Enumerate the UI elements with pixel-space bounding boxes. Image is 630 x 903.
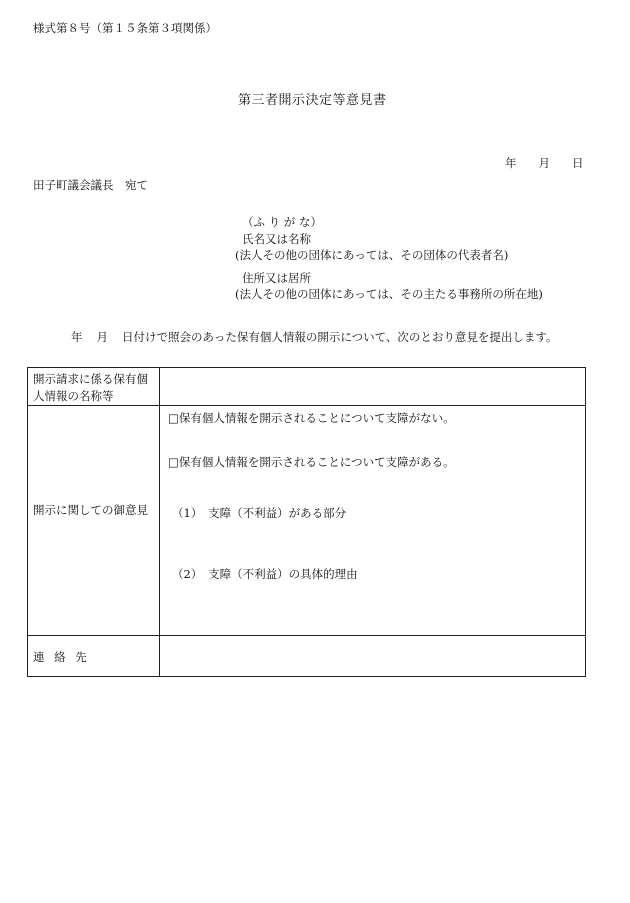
date-month-label: 月 (538, 156, 550, 170)
address-label: 住所又は居所 (242, 271, 311, 285)
opinion-label: 開示に関しての御意見 (28, 406, 160, 636)
opinion-field[interactable] (160, 406, 585, 636)
furigana-label: （ふ り が な） (242, 215, 322, 229)
checkbox-no-issue[interactable]: □保有個人情報を開示されることについて支障がない。 (168, 411, 455, 425)
name-label: 氏名又は名称 (242, 232, 311, 246)
table-row-info-name (28, 368, 585, 405)
date-year-label: 年 (505, 156, 517, 170)
statement-year: 年 (71, 330, 83, 344)
statement-line (71, 329, 558, 345)
document-title: 第三者開示決定等意見書 (238, 93, 387, 108)
date-day-label: 日 (572, 156, 584, 170)
statement-month: 月 (96, 330, 108, 344)
opinion-form-table (27, 367, 586, 677)
info-name-field[interactable] (160, 368, 585, 405)
name-note: (法人その他の団体にあっては、その団体の代表者名) (235, 248, 509, 262)
date-line (505, 155, 584, 171)
contact-label: 連 絡 先 (28, 636, 160, 677)
item-problem-part: （1） 支障（不利益）がある部分 (172, 506, 347, 520)
info-name-label: 開示請求に係る保有個人情報の名称等 (28, 368, 160, 405)
addressee: 田子町議会議長 宛て (33, 178, 148, 192)
statement-text: 日付けで照会のあった保有個人情報の開示について、次のとおり意見を提出します。 (122, 330, 558, 344)
table-row-opinion (28, 405, 585, 636)
contact-field[interactable] (160, 636, 585, 677)
address-note: (法人その他の団体にあっては、その主たる事務所の所在地) (235, 287, 543, 301)
table-row-contact (28, 635, 585, 677)
item-problem-reason: （2） 支障（不利益）の具体的理由 (172, 567, 358, 581)
checkbox-has-issue[interactable]: □保有個人情報を開示されることについて支障がある。 (168, 455, 455, 469)
form-number: 様式第８号（第１５条第３項関係） (33, 21, 217, 35)
